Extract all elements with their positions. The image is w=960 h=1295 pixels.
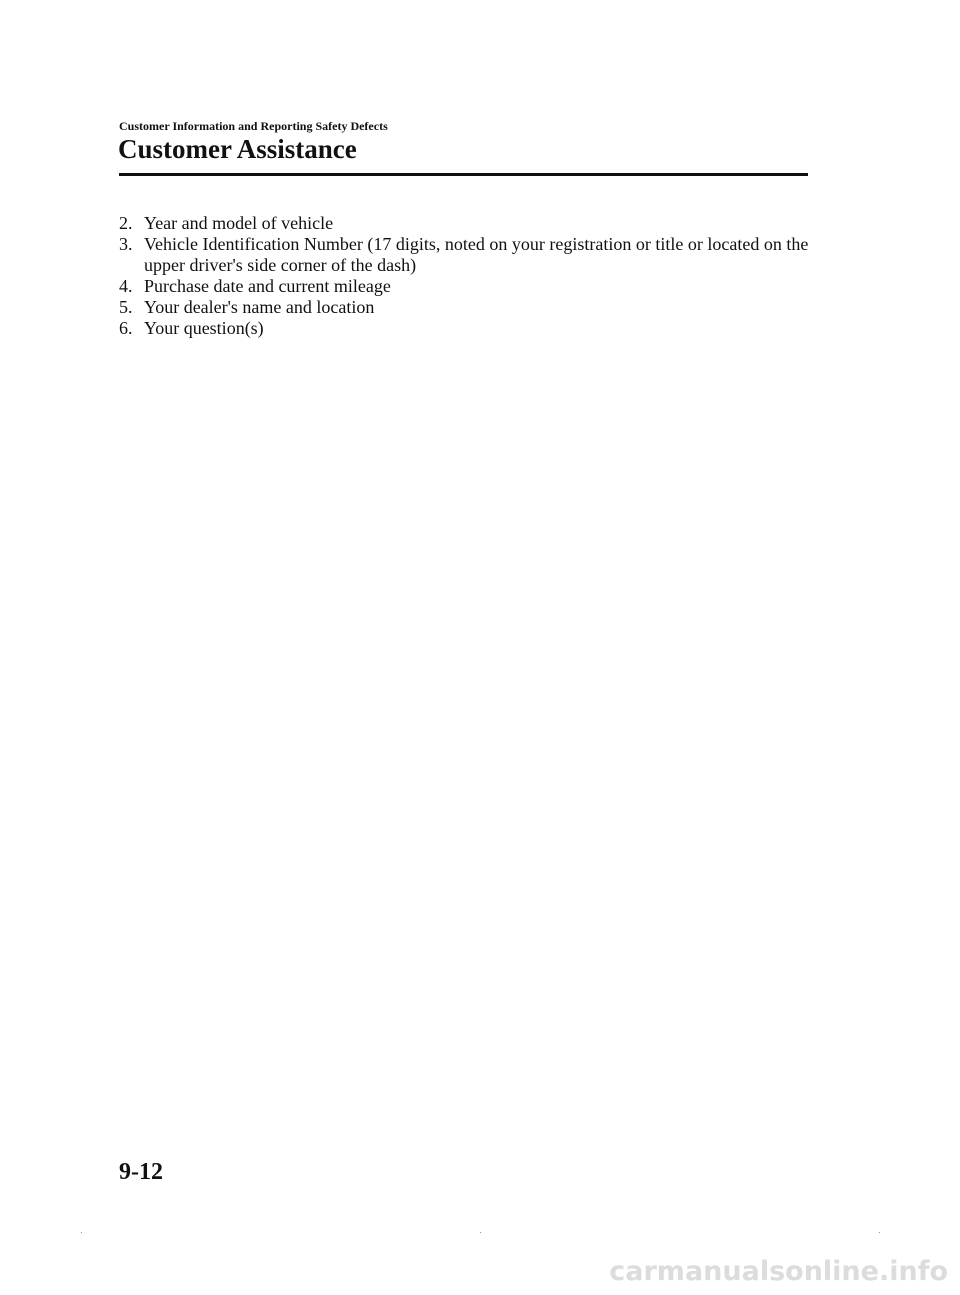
list-item [119,297,819,318]
title-rule [119,173,808,176]
list-item [119,318,819,339]
list-item [119,213,819,234]
list-item-number: 2. [119,213,133,233]
list-item-text: Your dealer's name and location [144,297,375,317]
page-title: Customer Assistance [118,134,357,164]
list-item-text: Purchase date and current mileage [144,276,391,296]
list-item-number: 3. [119,234,133,254]
section-label: Customer Information and Reporting Safety Defects [119,119,388,133]
watermark: carmanualsonline.info [609,1256,948,1287]
list-item [119,234,819,276]
list-item [119,276,819,297]
list-item-text: Your question(s) [144,318,264,338]
crop-mark-center [480,1232,481,1233]
list-item-text: Vehicle Identification Number (17 digits, noted on your registration or title or located on the upper driver's side corner of the dash) [144,234,809,275]
list-item-number: 5. [119,297,133,317]
crop-mark-left [81,1232,82,1233]
crop-mark-right [879,1232,880,1233]
list-item-text: Year and model of vehicle [144,213,334,233]
page-number: 9-12 [119,1159,163,1185]
info-list [119,213,819,339]
list-item-number: 4. [119,276,133,296]
list-item-number: 6. [119,318,133,338]
